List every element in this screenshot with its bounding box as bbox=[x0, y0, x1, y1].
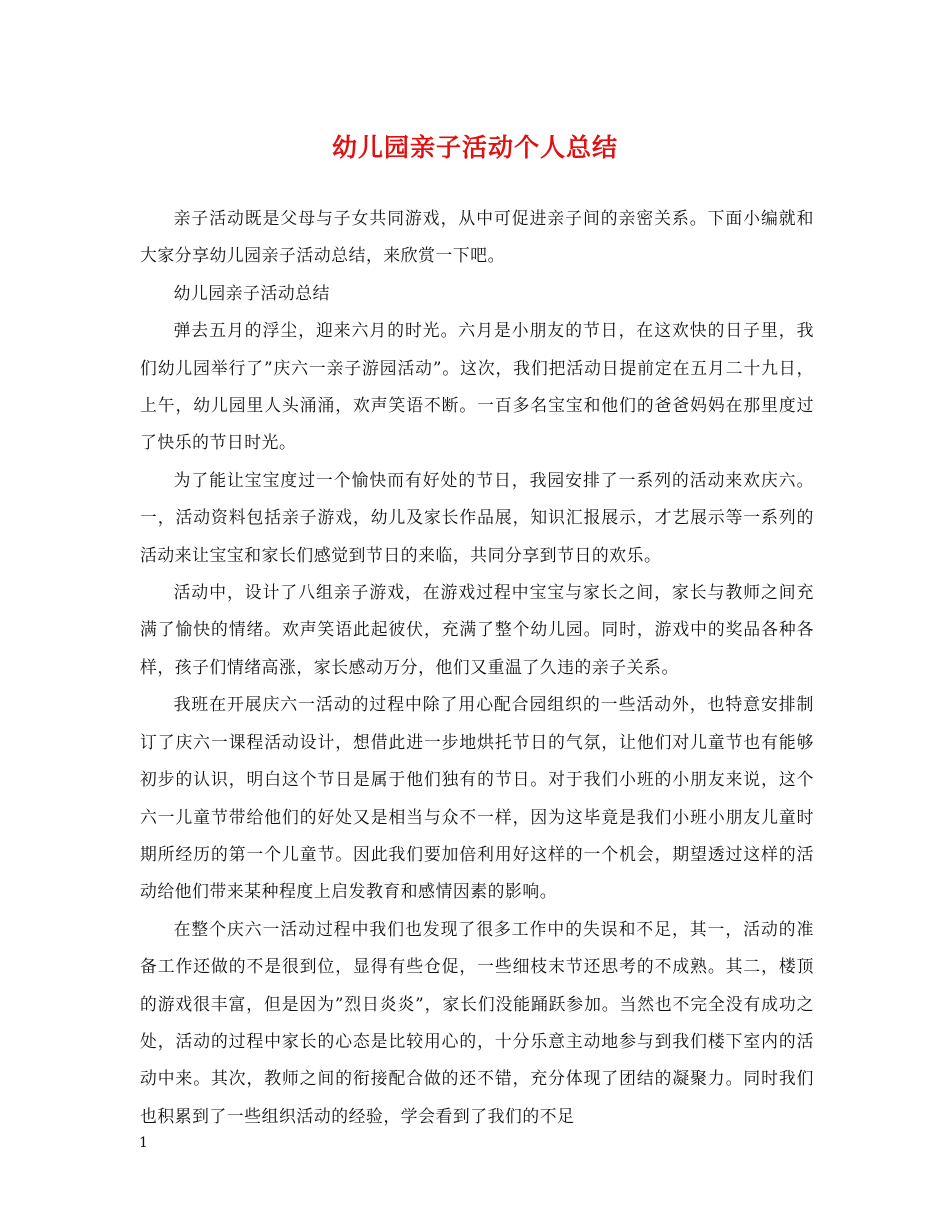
document-body bbox=[140, 200, 814, 1135]
paragraph-parent-child-games: 活动中，设计了八组亲子游戏，在游戏过程中宝宝与家长之间，家长与教师之间充满了愉快的情绪。欢声笑语此起彼伏，充满了整个幼儿园。同时，游戏中的奖品各种各样，孩子们情绪高涨，家长感动万分，他们又重温了久违的亲子关系。 bbox=[140, 582, 814, 677]
paragraph-shortcomings: 在整个庆六一活动过程中我们也发现了很多工作中的失误和不足，其一，活动的准备工作还做的不是很到位，显得有些仓促，一些细枝末节还思考的不成熟。其二，楼顶的游戏很丰富，但是因为”烈日炎炎”，家长们没能踊跃参加。当然也不完全没有成功之处，活动的过程中家长的心态是比较用心的，十分乐意主动地参与到我们楼下室内的活动中来。其次，教师之间的衔接配合做的还不错，充分体现了团结的凝聚力。同时我们也积累到了一些组织活动的经验，学会看到了我们的不足 bbox=[140, 918, 814, 1126]
paragraph-class-curriculum: 我班在开展庆六一活动的过程中除了用心配合园组织的一些活动外，也特意安排制订了庆六一课程活动设计，想借此进一步地烘托节日的气氛，让他们对儿童节也有能够初步的认识，明白这个节日是属于他们独有的节日。对于我们小班的小朋友来说，这个六一儿童节带给他们的好处又是相当与众不一样，因为这毕竟是我们小班小朋友儿童时期所经历的第一个儿童节。因此我们要加倍利用好这样的一个机会，期望透过这样的活动给他们带来某种程度上启发教育和感情因素的影响。 bbox=[140, 694, 814, 902]
paragraph-activity-arrangement: 为了能让宝宝度过一个愉快而有好处的节日，我园安排了一系列的活动来欢庆六。一，活动资料包括亲子游戏，幼儿及家长作品展，知识汇报展示，才艺展示等一系列的活动来让宝宝和家长们感觉到节日的来临，共同分享到节日的欢乐。 bbox=[140, 469, 814, 565]
page-number: 1 bbox=[139, 1135, 148, 1151]
paragraph-june-festival: 弹去五月的浮尘，迎来六月的时光。六月是小朋友的节日，在这欢快的日子里，我们幼儿园举行了”庆六一亲子游园活动”。这次，我们把活动日提前定在五月二十九日，上午，幼儿园里人头涌涌，欢声笑语不断。一百多名宝宝和他们的爸爸妈妈在那里度过了快乐的节日时光。 bbox=[140, 320, 814, 453]
paragraph-subheading: 幼儿园亲子活动总结 bbox=[173, 282, 331, 303]
paragraph-intro: 亲子活动既是父母与子女共同游戏，从中可促进亲子间的亲密关系。下面小编就和大家分享幼儿园亲子活动总结，来欣赏一下吧。 bbox=[140, 208, 814, 266]
document-title: 幼儿园亲子活动个人总结 bbox=[331, 133, 618, 162]
